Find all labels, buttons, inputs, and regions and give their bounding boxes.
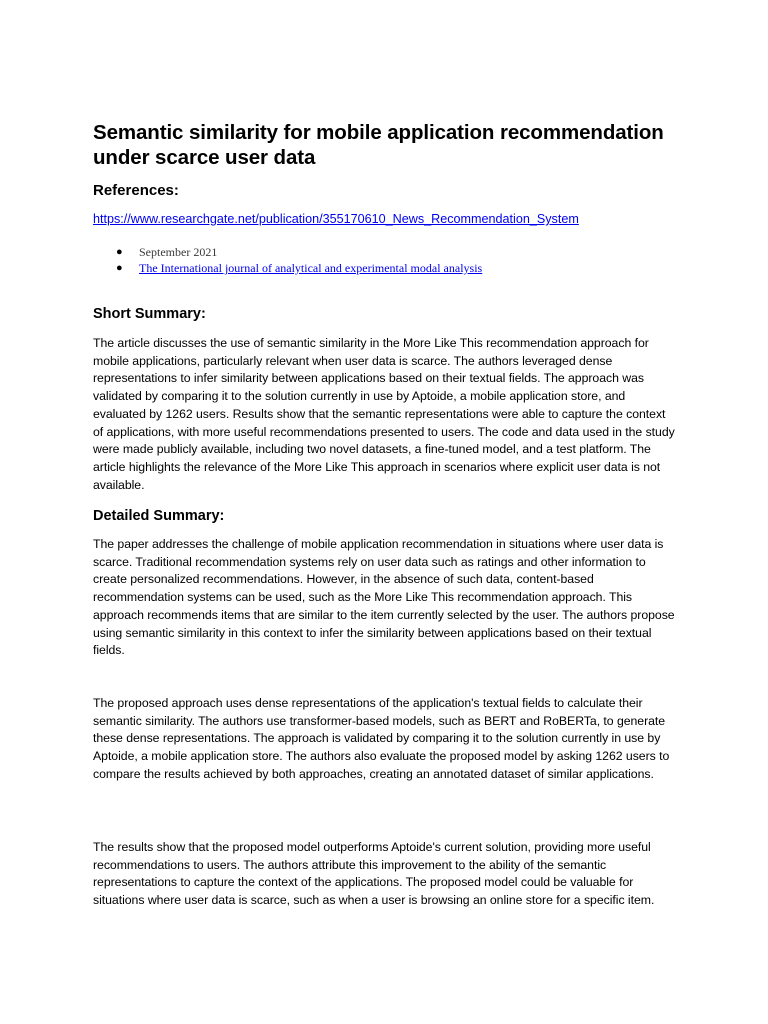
document-title: Semantic similarity for mobile application recommendation under scarce user data [93,121,664,169]
references-heading: References: [93,182,179,199]
detailed-summary-heading: Detailed Summary: [93,508,225,524]
detailed-summary-paragraph: The paper addresses the challenge of mobile application recommendation in situations where user data is scarce. Traditional recommendation systems rely on user data such as ratings and other information to create personalized recommendations. However, in the absence of such data, content-based recommendation systems can be used, such as the More Like This recommendation approach. This approach recommends items that are similar to the item currently selected by the user. The authors propose using semantic similarity in this context to infer the similarity between applications based on their textual fields. [93,537,675,658]
short-summary-heading: Short Summary: [93,306,206,322]
reference-link[interactable]: https://www.researchgate.net/publication/355170610_News_Recommendation_System [93,212,579,226]
bullet-icon: ● [116,246,123,258]
publication-date: September 2021 [139,245,218,259]
reference-list [93,244,482,276]
document-page [93,120,683,908]
detailed-summary-paragraph: The results show that the proposed model outperforms Aptoide's current solution, providing more useful recommendations to users. The authors attribute this improvement to the ability of the semantic representations to capture the context of the applications. The proposed model could be valuable for situations where user data is scarce, such as when a user is browsing an online store for a specific item. [93,840,655,908]
short-summary-text: The article discusses the use of semantic similarity in the More Like This recommendation approach for mobile applications, particularly relevant when user data is scarce. The authors leveraged dense representations to infer similarity between applications based on their textual fields. The approach was validated by comparing it to the solution currently in use by Aptoide, a mobile application store, and evaluated by 1262 users. Results show that the semantic representations were able to capture the context of applications, with more useful recommendations presented to users. The code and data used in the study were made publicly available, including two novel datasets, a fine-tuned model, and a test platform. The article highlights the relevance of the More Like This approach in scenarios where explicit user data is not available. [93,336,675,492]
bullet-icon: ● [116,262,123,274]
list-item [93,260,482,276]
list-item [93,244,482,260]
journal-link[interactable]: The International journal of analytical and experimental modal analysis [139,261,483,275]
detailed-summary-paragraph: The proposed approach uses dense representations of the application's textual fields to calculate their semantic similarity. The authors use transformer-based models, such as BERT and RoBERTa, to generate these dense representations. The approach is validated by comparing it to the solution currently in use by Aptoide, a mobile application store. The authors also evaluate the proposed model by asking 1262 users to compare the results achieved by both approaches, creating an annotated dataset of similar applications. [93,696,670,781]
